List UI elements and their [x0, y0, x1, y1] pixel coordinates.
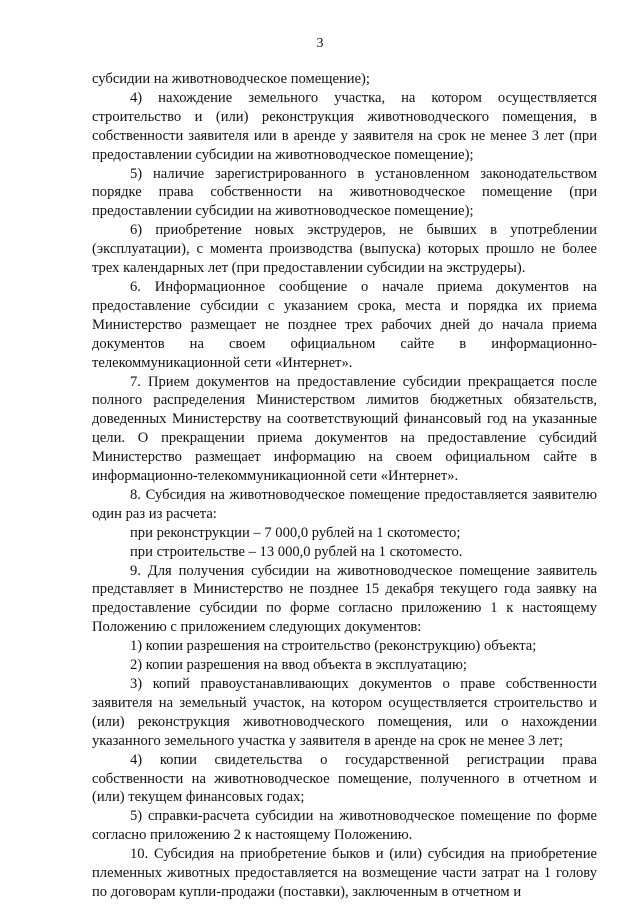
paragraph-section-6: 6. Информационное сообщение о начале приема документов на предоставление субсидии с указанием срока, места и порядка их приема Министерство размещает не позднее трех рабочих дней до начала приема документов на своем официальном сайте в информационно-телекоммуникационной сети «Интернет». — [92, 278, 597, 371]
paragraph-doc-2: 2) копии разрешения на ввод объекта в эксплуатацию; — [130, 657, 467, 674]
paragraph-doc-3: 3) копий правоустанавливающих документов о праве собственности заявителя на земельный участок, на котором осуществляется строительство и (или) реконструкция животноводческого помещения, или о нахождении указанного земельного участка у заявителя в аренде на срок не менее 3 лет; — [92, 676, 597, 749]
paragraph-section-10: 10. Субсидия на приобретение быков и (или) субсидия на приобретение племенных животных предоставляется на возмещение части затрат на 1 голову по договорам купли-продажи (поставки), заключенным в отчетном и — [92, 846, 597, 900]
paragraph-doc-1: 1) копии разрешения на строительство (реконструкцию) объекта; — [130, 638, 537, 655]
paragraph-item-4: 4) нахождение земельного участка, на котором осуществляется строительство и (или) реконструкция животноводческого помещения, в собственности заявителя или в аренде у заявителя на срок не менее 3 лет (при предоставлении субсидии на животноводческое помещение); — [92, 89, 597, 163]
paragraph-doc-4: 4) копии свидетельства о государственной регистрации права собственности на животноводческое помещение, полученного в отчетном и (или) текущем финансовых годах; — [92, 751, 597, 806]
paragraph-section-8: 8. Субсидия на животноводческое помещение предоставляется заявителю один раз из расчета: — [92, 486, 597, 522]
paragraph-section-9: 9. Для получения субсидии на животноводческое помещение заявитель представляет в Министерство не позднее 15 декабря текущего года заявку на предоставление субсидии по форме согласно приложению 1 к настоящему Положению с приложением следующих документов: — [92, 562, 597, 636]
paragraph-rate-construction: при строительстве – 13 000,0 рублей на 1 скотоместо. — [130, 543, 463, 560]
page-number: 3 — [316, 36, 324, 51]
document-body — [92, 70, 597, 902]
paragraph-doc-5: 5) справки-расчета субсидии на животноводческое помещение по форме согласно приложению 2 к настоящему Положению. — [92, 808, 597, 844]
paragraph-item-6: 6) приобретение новых экструдеров, не бывших в употреблении (эксплуатации), с момента производства (выпуска) которых прошло не более трех календарных лет (при предоставлении субсидии на экструдеры). — [92, 222, 597, 277]
paragraph-rate-reconstruction: при реконструкции – 7 000,0 рублей на 1 скотоместо; — [130, 524, 461, 541]
paragraph-section-7: 7. Прием документов на предоставление субсидии прекращается после полного распределения Министерством лимитов бюджетных обязательств, доведенных Министерству на соответствующий финансовый год на указанные цели. О прекращении приема документов на предоставление субсидий Министерство размещает информацию на своем официальном сайте в информационно-телекоммуникационной сети «Интернет». — [92, 373, 597, 485]
paragraph-item-5: 5) наличие зарегистрированного в установленном законодательством порядке права собственности на животноводческое помещение (при предоставлении субсидии на животноводческое помещение); — [92, 165, 597, 220]
paragraph-continuation: субсидии на животноводческое помещение); — [92, 71, 370, 87]
